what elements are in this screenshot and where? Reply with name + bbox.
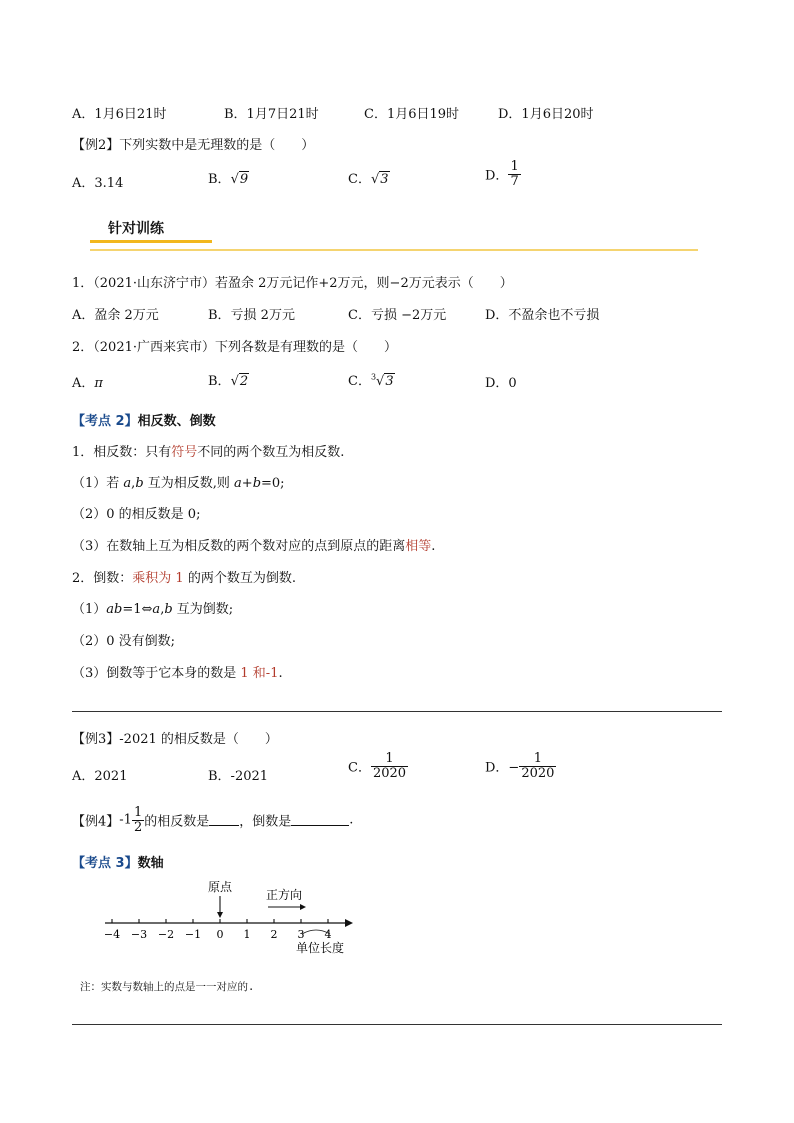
option-label: B． bbox=[208, 374, 231, 389]
training-title: 针对训练 bbox=[108, 221, 164, 237]
section-divider-top bbox=[72, 711, 722, 712]
variable: a bbox=[152, 602, 161, 617]
keypoint-2-line-5 bbox=[72, 567, 296, 586]
text-part: （3）在数轴上互为相反数的两个数对应的点到原点的距离 bbox=[72, 539, 406, 554]
example-3-option-a: A．2021 bbox=[72, 769, 128, 784]
prev-option-a: A．1月6日21时 bbox=[72, 107, 167, 122]
fraction bbox=[132, 806, 144, 834]
example-2-option-c bbox=[348, 168, 390, 187]
tick-label: 3 bbox=[297, 928, 305, 941]
cube-root-expression: √3 bbox=[376, 374, 394, 389]
denominator: 7 bbox=[510, 173, 519, 189]
example-2-option-b bbox=[208, 168, 249, 187]
option-label: C． bbox=[348, 172, 371, 187]
text-part: 1．相反数：只有 bbox=[72, 445, 172, 460]
root-index: 3 bbox=[370, 372, 377, 382]
text-part: 互为相反数,则 bbox=[143, 476, 235, 491]
answer-blank-1[interactable] bbox=[209, 815, 239, 826]
answer-blank-2[interactable] bbox=[291, 815, 349, 826]
option-label: D． bbox=[485, 168, 509, 184]
variable-expression: a+b bbox=[234, 476, 262, 491]
keypoint-2-line-7: （2）0 没有倒数; bbox=[72, 634, 176, 649]
numerator: 1 bbox=[533, 751, 543, 766]
example-3-text: -2021 的相反数是（ ） bbox=[119, 732, 278, 747]
text-part: 的相反数是 bbox=[144, 814, 210, 830]
training-divider bbox=[90, 249, 698, 251]
sqrt-expression: √2 bbox=[230, 374, 249, 389]
tick-labels bbox=[104, 928, 332, 941]
example-2-option-d bbox=[485, 160, 521, 188]
training-2-question: 2．（2021·广西来宾市）下列各数是有理数的是（ ） bbox=[72, 340, 397, 355]
option-label: A． bbox=[72, 376, 95, 391]
text-part: . bbox=[278, 666, 283, 681]
number-line-arrowhead bbox=[345, 919, 353, 927]
training-1-option-a: A．盈余 2万元 bbox=[72, 308, 159, 323]
keypoint-2-line-2 bbox=[72, 472, 285, 491]
training-underline bbox=[90, 240, 212, 243]
text-part: 不同的两个数互为相反数. bbox=[197, 445, 345, 460]
fraction bbox=[519, 752, 556, 780]
example-3-tag: 【例3】 bbox=[72, 732, 120, 747]
keypoint-2-line-3: （2）0 的相反数是 0; bbox=[72, 507, 201, 522]
text-part: =0; bbox=[261, 476, 285, 491]
numerator: 1 bbox=[510, 159, 519, 174]
example-4-tag: 【例4】 bbox=[72, 814, 120, 830]
example-2-tag: 【例2】 bbox=[72, 138, 120, 153]
text-part: ，倒数是 bbox=[239, 814, 292, 830]
radicand: 9 bbox=[239, 172, 249, 187]
radicand: 2 bbox=[239, 374, 249, 389]
fraction bbox=[508, 160, 520, 188]
mixed-number-whole: -1 bbox=[119, 812, 132, 828]
training-2-option-c bbox=[348, 370, 395, 389]
direction-label: 正方向 bbox=[266, 888, 303, 902]
training-1-option-c: C．亏损 −2万元 bbox=[348, 308, 447, 323]
tick-label: 2 bbox=[270, 928, 278, 941]
variable: ab bbox=[106, 602, 123, 617]
training-1-option-d: D．不盈余也不亏损 bbox=[485, 308, 600, 323]
text-part: （1）若 bbox=[72, 476, 124, 491]
tick-label: −1 bbox=[184, 928, 202, 941]
origin-arrowhead bbox=[217, 912, 223, 918]
tick-label: −2 bbox=[157, 928, 175, 941]
highlight-text: 相等 bbox=[405, 539, 432, 554]
keypoint-2-line-1 bbox=[72, 441, 344, 460]
keypoint-2-line-8 bbox=[72, 662, 283, 681]
example-2-question bbox=[72, 134, 314, 153]
variable: b bbox=[164, 602, 173, 617]
text-part: =1⇔ bbox=[122, 602, 153, 617]
highlight-text: 乘积为 1 bbox=[132, 571, 184, 586]
training-2-option-d: D．0 bbox=[485, 376, 517, 391]
pi-symbol: π bbox=[94, 376, 103, 391]
tick-label: −3 bbox=[130, 928, 148, 941]
denominator: 2020 bbox=[372, 765, 407, 781]
tick-label: 0 bbox=[216, 928, 224, 941]
example-2-option-a: A．3.14 bbox=[72, 176, 124, 191]
text-part: 的两个数互为倒数. bbox=[183, 571, 296, 586]
sqrt-expression: √3 bbox=[370, 172, 389, 187]
variable: a bbox=[123, 476, 132, 491]
option-label: D．− bbox=[485, 760, 520, 776]
example-3-option-b: B．-2021 bbox=[208, 769, 269, 784]
text-part: , bbox=[131, 476, 136, 491]
number-line-note: 注：实数与数轴上的点是一一对应的. bbox=[80, 981, 255, 993]
radicand: 3 bbox=[380, 172, 389, 187]
numerator: 1 bbox=[385, 751, 394, 766]
tick-label: 4 bbox=[324, 928, 332, 941]
training-2-option-b bbox=[208, 370, 249, 389]
text-part: . bbox=[431, 539, 436, 554]
text-part: 互为倒数; bbox=[172, 602, 234, 617]
keypoint-2-line-4 bbox=[72, 535, 435, 554]
option-label: C． bbox=[348, 374, 371, 389]
keypoint-3-title: 数轴 bbox=[137, 856, 164, 871]
option-label: C． bbox=[348, 760, 371, 776]
text-part: （1） bbox=[72, 602, 107, 617]
variable: b bbox=[135, 476, 144, 491]
example-3-option-d bbox=[485, 752, 556, 780]
example-3-option-c bbox=[348, 752, 408, 780]
denominator: 2 bbox=[133, 819, 143, 835]
highlight-text: 符号 bbox=[171, 445, 198, 460]
sqrt-expression: √9 bbox=[230, 172, 249, 187]
direction-arrowhead bbox=[300, 904, 306, 910]
training-1-question: 1．（2021·山东济宁市）若盈余 2万元记作+2万元，则−2万元表示（ ） bbox=[72, 276, 513, 291]
tick-label: 1 bbox=[243, 928, 251, 941]
example-2-text: 下列实数中是无理数的是（ ） bbox=[119, 138, 315, 153]
option-label: B． bbox=[208, 172, 231, 187]
keypoint-2-heading bbox=[72, 410, 216, 429]
keypoint-2-title: 相反数、倒数 bbox=[137, 414, 216, 429]
text-part: （3）倒数等于它本身的数是 bbox=[72, 666, 241, 681]
unit-length-label: 单位长度 bbox=[296, 941, 345, 955]
tick-label: −4 bbox=[103, 928, 121, 941]
number-line-diagram bbox=[90, 876, 370, 956]
keypoint-3-bracket: 【考点 3】 bbox=[72, 856, 138, 871]
prev-option-b: B．1月7日21时 bbox=[224, 107, 319, 122]
numerator: 1 bbox=[133, 805, 143, 820]
text-part: , bbox=[160, 602, 165, 617]
keypoint-2-bracket: 【考点 2】 bbox=[72, 414, 138, 429]
origin-label: 原点 bbox=[208, 880, 233, 894]
keypoint-2-line-6 bbox=[72, 598, 233, 617]
prev-option-c: C．1月6日19时 bbox=[364, 107, 460, 122]
section-divider-bottom bbox=[72, 1024, 722, 1025]
example-3-question bbox=[72, 728, 278, 747]
text-part: 2．倒数： bbox=[72, 571, 133, 586]
radicand: 3 bbox=[385, 374, 394, 389]
text-part: . bbox=[349, 812, 354, 828]
denominator: 2020 bbox=[521, 765, 555, 781]
keypoint-3-heading bbox=[72, 852, 164, 871]
example-4-question bbox=[72, 806, 353, 834]
training-1-option-b: B．亏损 2万元 bbox=[208, 308, 295, 323]
highlight-text: 1 和-1 bbox=[240, 666, 279, 681]
fraction bbox=[371, 752, 408, 780]
training-2-option-a bbox=[72, 372, 103, 391]
prev-option-d: D．1月6日20时 bbox=[498, 107, 594, 122]
